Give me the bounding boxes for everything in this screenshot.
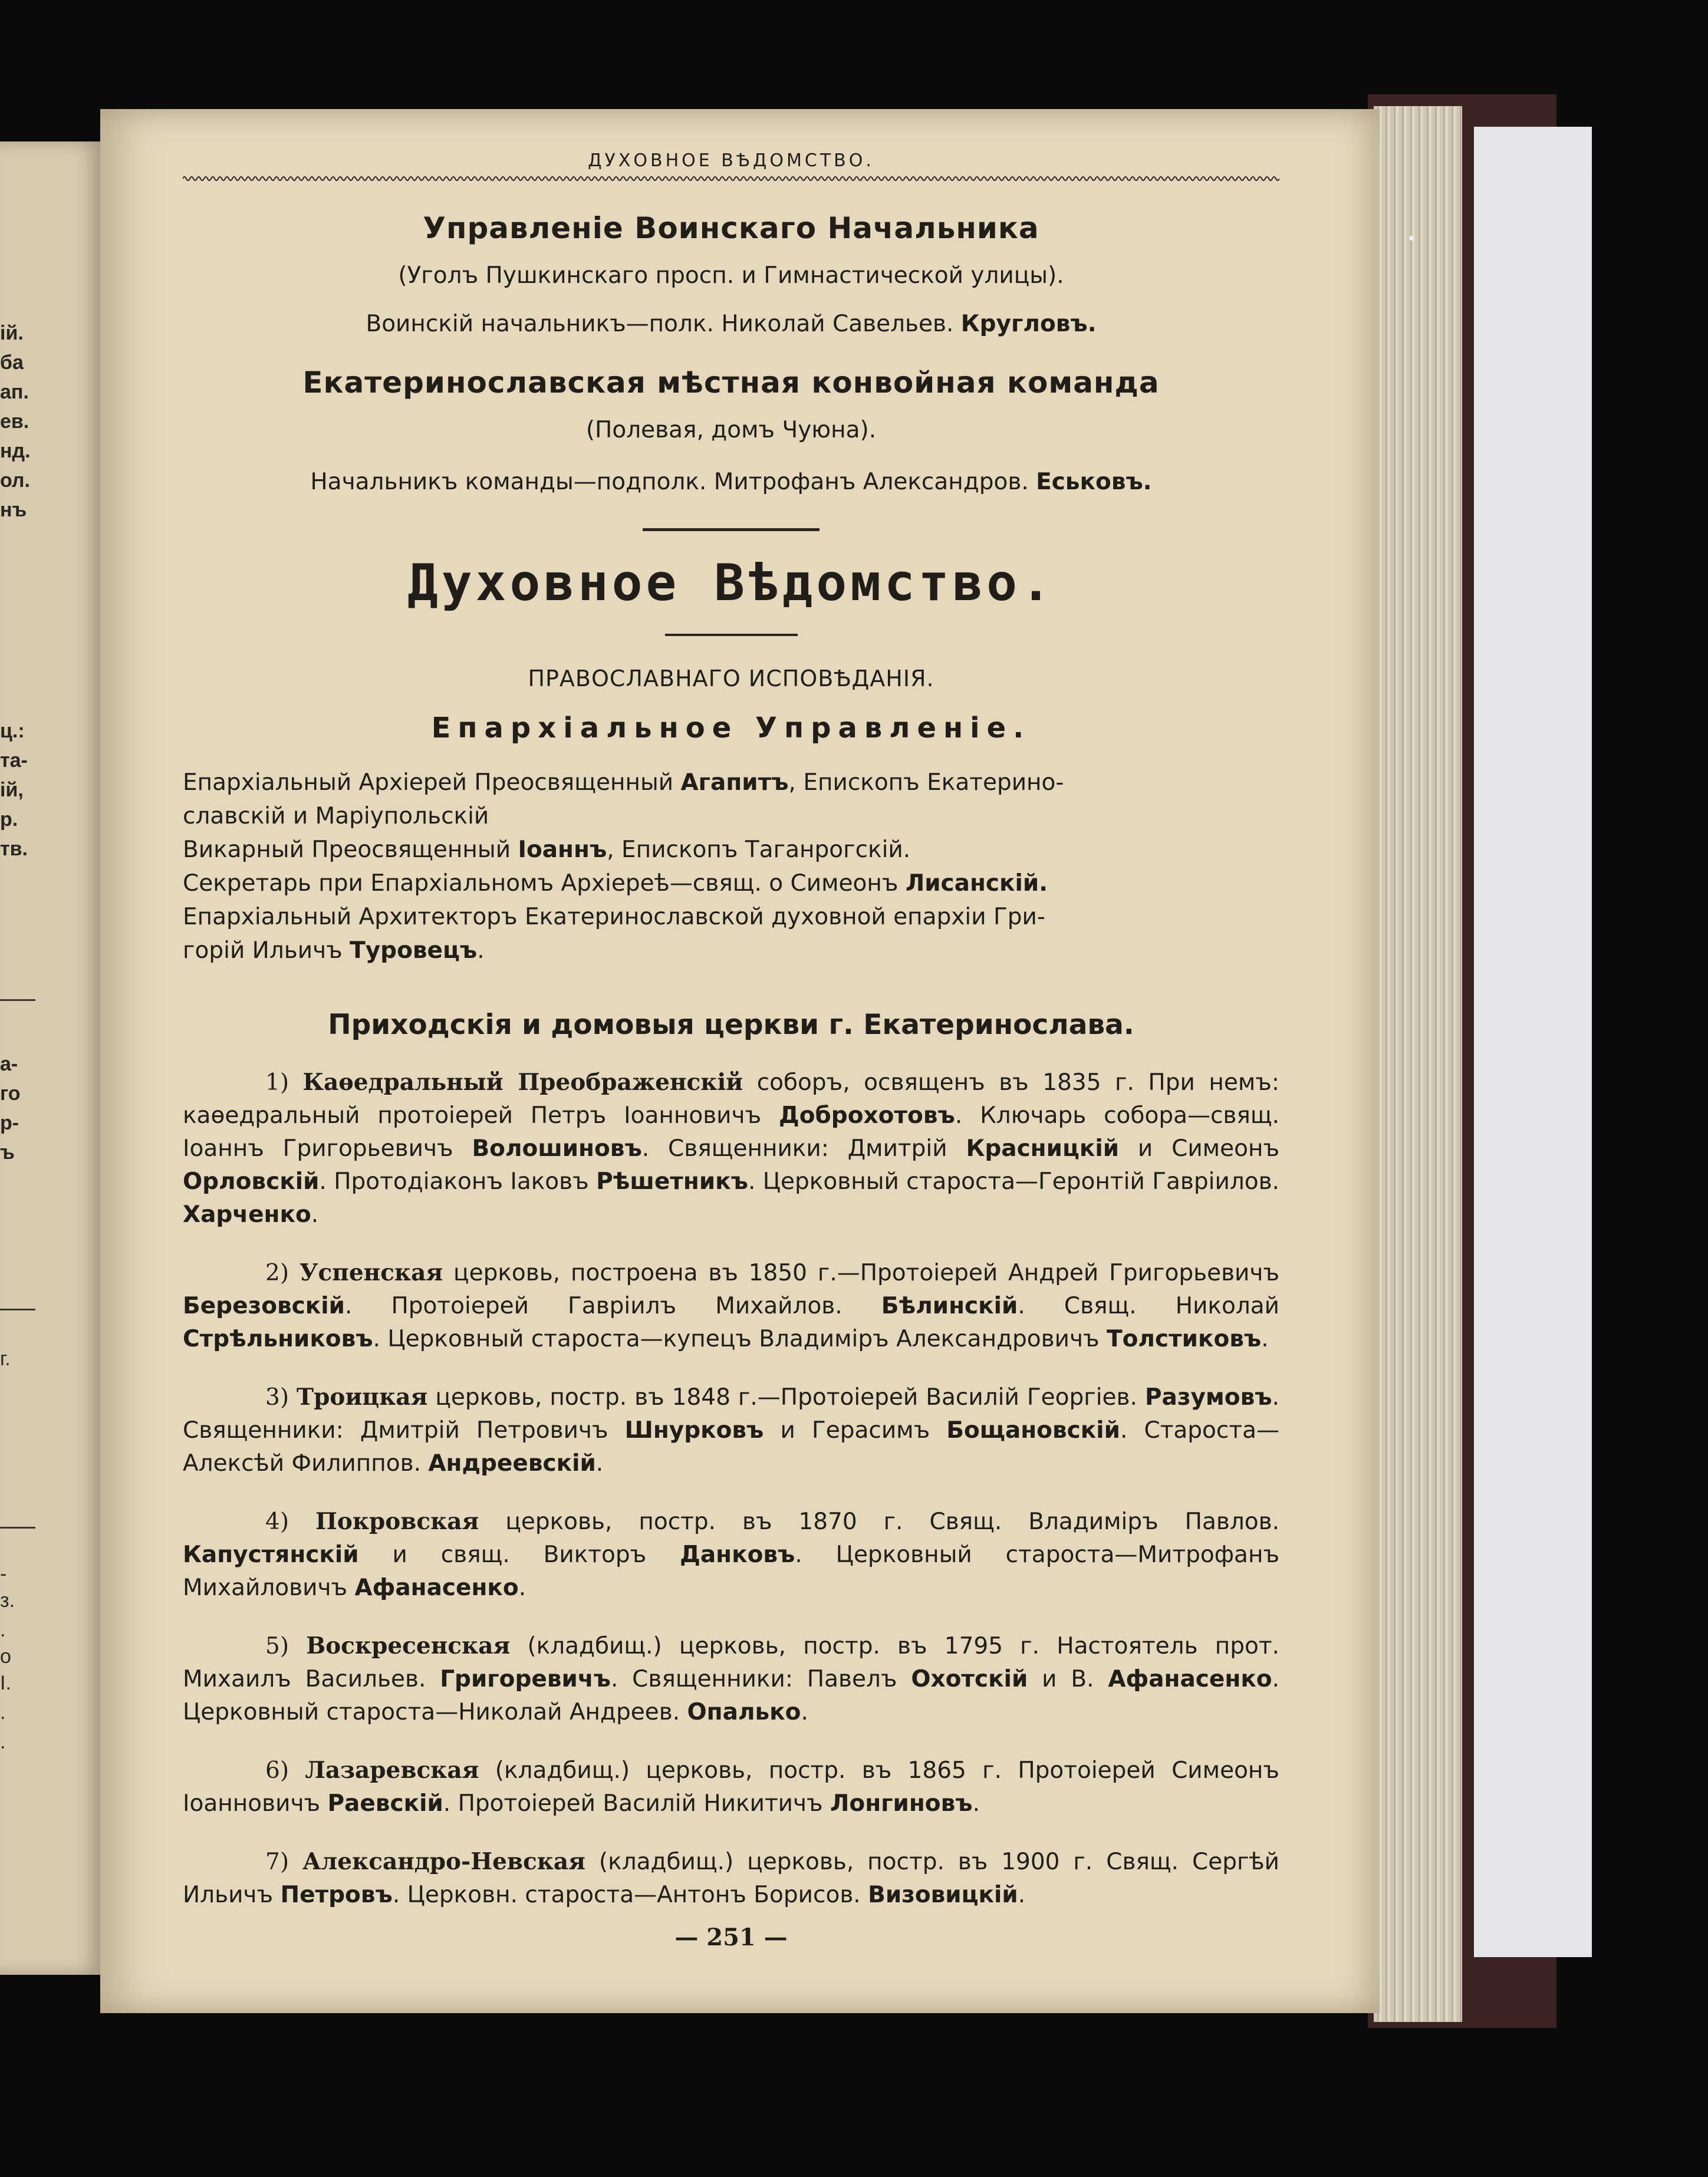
left-facing-page [0, 141, 106, 1975]
church-name: Успенская [299, 1259, 443, 1286]
person-name: Березовскій [183, 1293, 345, 1319]
church-name: Александро-Невская [302, 1848, 585, 1875]
person-name: Григоревичъ [440, 1666, 611, 1692]
left-page-fragment: ій, [0, 779, 24, 801]
person-name: Туровецъ [350, 937, 478, 964]
person-name: Стрѣльниковъ [183, 1326, 373, 1352]
line-prefix: Воинскій начальникъ—полк. Николай Савельев. [366, 311, 954, 337]
entry-text: церковь, построена въ 1850 г.—Протоіерей Андрей Григорьевичъ [443, 1260, 1279, 1286]
white-backing-sheet [1474, 127, 1592, 1957]
left-page-fragment: ол. [0, 469, 30, 492]
left-page-fragment: ба [0, 351, 24, 374]
section-line-military [183, 307, 1279, 342]
left-page-fragment: ій. [0, 322, 24, 344]
entry-text: . [518, 1575, 526, 1601]
entry-text: . Священники: Павелъ [610, 1666, 911, 1692]
left-page-fragment: нъ [0, 499, 27, 521]
person-name: Рѣшетникъ [596, 1168, 748, 1195]
wavy-rule [183, 173, 1279, 184]
entry-text: . Церковный староста—купецъ Владиміръ Александровичъ [373, 1326, 1107, 1352]
line-text: славскій и Маріупольскій [183, 803, 489, 829]
person-name: Бощановскій [946, 1417, 1120, 1444]
person-name: Опалько [687, 1699, 801, 1725]
entry-text: . [1261, 1326, 1269, 1352]
entry-text: . Свящ. Николай [1018, 1293, 1280, 1319]
page-content [183, 150, 1279, 1951]
line-text: горій Ильичъ [183, 937, 350, 964]
person-name: Разумовъ [1144, 1384, 1272, 1411]
person-name: Петровъ [280, 1882, 393, 1908]
line-text: Секретарь при Епархіальномъ Архіереѣ—свящ. о Симеонъ [183, 870, 906, 897]
person-name: Шнурковъ [624, 1417, 764, 1444]
person-name: Орловскій [183, 1168, 320, 1195]
entry-text: и В. [1028, 1666, 1108, 1692]
left-page-fragment: - [0, 1563, 7, 1585]
church-entry [183, 1505, 1279, 1605]
church-name: Покровская [315, 1508, 479, 1535]
person-name: Лонгиновъ [830, 1790, 973, 1817]
entry-text: соборъ, освященъ въ 1835 г. При немъ: каѳедральный протоіерей Петръ Іоанновичъ [183, 1069, 1279, 1129]
eparchial-line [183, 766, 1279, 799]
line-prefix: Начальникъ команды—подполк. Митрофанъ Александров. [310, 469, 1029, 495]
line-text: Викарный Преосвященный [183, 836, 518, 863]
church-entry [183, 1381, 1279, 1480]
left-page-fragment: ц.: [0, 720, 25, 742]
entry-number: 5) [265, 1633, 307, 1659]
left-page-fragment: . [0, 1701, 6, 1724]
line-text: , Епископъ Екатерино- [788, 769, 1064, 796]
church-name: Лазаревская [305, 1757, 479, 1784]
entry-text: . Протоіерей Гавріилъ Михайлов. [344, 1293, 881, 1319]
entry-text: (кладбищ.) церковь, постр. въ 1900 г. Свящ. Сергѣй Ильичъ [183, 1849, 1279, 1908]
church-entry [183, 1256, 1279, 1356]
page-number: — 251 — [674, 1924, 788, 1951]
entry-text: (кладбищ.) церковь, постр. въ 1865 г. Протоіерей Симеонъ Іоанновичъ [183, 1757, 1279, 1817]
entry-number: 2) [265, 1260, 300, 1286]
person-name: Капустянскій [183, 1542, 359, 1568]
left-page-fragment: о [0, 1645, 11, 1668]
entry-number: 6) [265, 1757, 305, 1784]
church-name: Троицкая [297, 1384, 428, 1411]
confession-subtitle: ПРАВОСЛАВНАГО ИСПОВѢДАНІЯ. [528, 666, 934, 691]
line-text: , Епископъ Таганрогскій. [607, 836, 911, 863]
church-name: Воскресенская [306, 1632, 511, 1659]
entry-text: . [311, 1201, 319, 1228]
person-name: Іоаннъ [518, 836, 607, 863]
person-name: Раевскій [327, 1790, 443, 1817]
entry-text: (кладбищ.) церковь, постр. въ 1795 г. Настоятель прот. Михаилъ Васильев. [183, 1633, 1279, 1692]
person-name: Доброхотовъ [779, 1102, 955, 1129]
left-page-fragment: та- [0, 749, 28, 772]
main-title: Духовное Вѣдомство. [407, 554, 1055, 612]
eparchial-line [183, 867, 1279, 900]
entry-text: . Церковный староста—Николай Андреев. [183, 1666, 1279, 1725]
entry-text: . Протоіерей Василій Никитичъ [443, 1790, 831, 1817]
left-page-fragment: . [0, 1731, 6, 1753]
left-page-fragment: . [0, 1619, 6, 1641]
entry-number: 3) [265, 1384, 297, 1411]
person-name: Визовицкій [868, 1882, 1018, 1908]
entry-text: . Староста—Алексѣй Филиппов. [183, 1417, 1279, 1477]
left-page-fragment: з. [0, 1589, 15, 1612]
person-name: Толстиковъ [1106, 1326, 1262, 1352]
eparchial-line [183, 934, 1279, 967]
entry-text: и Герасимъ [764, 1417, 947, 1444]
title-underline [665, 634, 798, 636]
line-text: Епархіальный Архитекторъ Екатеринославской духовной епархіи Гри- [183, 904, 1045, 930]
entry-text: . Ключарь собора—свящ. Іоаннъ Григорьевичъ [183, 1102, 1279, 1162]
left-page-fragment: нд. [0, 440, 31, 462]
entry-text: . Священники: Дмитрій Петровичъ [183, 1384, 1279, 1444]
parish-title: Приходскія и домовыя церкви г. Екатеринослава. [328, 1009, 1134, 1041]
church-entry [183, 1845, 1279, 1912]
person-name: Еськовъ. [1036, 469, 1152, 495]
left-page-fragment: ап. [0, 381, 29, 403]
running-head: ДУХОВНОЕ ВѢДОМСТВО. [588, 150, 874, 171]
church-name: Каѳедральный Преображенскій [302, 1069, 743, 1096]
left-page-rule [0, 999, 35, 1001]
person-name: Красницкій [966, 1135, 1120, 1162]
section-address-convoy: (Полевая, домъ Чуюна). [585, 417, 877, 443]
left-page-fragment: тв. [0, 838, 28, 860]
entry-text: церковь, постр. въ 1870 г. Свящ. Владиміръ Павлов. [479, 1509, 1279, 1535]
eparchial-line [183, 799, 1279, 833]
church-entry [183, 1754, 1279, 1820]
entry-text: . [1018, 1882, 1026, 1908]
eparchial-list [183, 766, 1279, 967]
section-address-military: (Уголъ Пушкинскаго просп. и Гимнастической улицы). [398, 262, 1064, 289]
entry-number: 4) [265, 1509, 315, 1535]
church-entries [183, 1066, 1279, 1912]
speck [1586, 177, 1589, 180]
person-name: Андреевскій [428, 1450, 596, 1477]
section-line-convoy [183, 465, 1279, 500]
person-name: Бѣлинскій [881, 1293, 1018, 1319]
page-edges [1374, 106, 1462, 2022]
section-title-convoy: Екатеринославская мѣстная конвойная команда [302, 365, 1160, 400]
eparchial-line [183, 900, 1279, 934]
book-page [100, 109, 1380, 2013]
person-name: Харченко [183, 1201, 311, 1228]
left-page-fragment: ев. [0, 410, 29, 433]
entry-text: . [595, 1450, 604, 1477]
entry-text: . Церковный староста—Геронтій Гавріилов. [748, 1168, 1279, 1195]
left-page-fragment: ъ [0, 1141, 15, 1164]
entry-text: и свящ. Викторъ [358, 1542, 680, 1568]
entry-text: . Церковн. староста—Антонъ Борисов. [392, 1882, 868, 1908]
entry-text: . [972, 1790, 980, 1817]
divider-rule [643, 528, 820, 531]
entry-text: и Симеонъ [1119, 1135, 1279, 1162]
line-text: . [477, 937, 485, 964]
left-page-rule [0, 1527, 35, 1529]
person-name: Волошиновъ [472, 1135, 642, 1162]
person-name: Кругловъ. [960, 311, 1097, 337]
person-name: Лисанскій. [905, 870, 1048, 897]
section-title-military: Управленіе Воинскаго Начальника [423, 211, 1039, 245]
left-page-fragment: а- [0, 1053, 18, 1075]
left-page-fragment: го [0, 1082, 21, 1105]
left-page-fragment: р. [0, 808, 18, 831]
left-page-fragment: р- [0, 1112, 19, 1134]
entry-text: . Священники: Дмитрій [641, 1135, 966, 1162]
speck [1409, 236, 1414, 241]
person-name: Охотскій [911, 1666, 1028, 1692]
person-name: Афанасенко [1108, 1666, 1272, 1692]
entry-text: . Церковный староста—Митрофанъ Михайловичъ [183, 1542, 1279, 1601]
person-name: Агапитъ [680, 769, 789, 796]
entry-number: 1) [265, 1069, 303, 1096]
person-name: Афанасенко [354, 1575, 519, 1601]
church-entry [183, 1629, 1279, 1729]
eparchial-title: Епархіальное Управленіе. [431, 712, 1031, 745]
entry-text: . Протодіаконъ Іаковъ [319, 1168, 597, 1195]
eparchial-line [183, 833, 1279, 867]
line-text: Епархіальный Архіерей Преосвященный [183, 769, 681, 796]
entry-number: 7) [265, 1849, 302, 1875]
left-page-fragment: I. [0, 1672, 11, 1694]
left-page-rule [0, 1309, 35, 1310]
left-page-fragment: г. [0, 1348, 11, 1370]
entry-text: . [801, 1699, 808, 1725]
person-name: Данковъ [680, 1542, 795, 1568]
church-entry [183, 1066, 1279, 1231]
entry-text: церковь, постр. въ 1848 г.—Протоіерей Василій Георгіев. [427, 1384, 1145, 1411]
